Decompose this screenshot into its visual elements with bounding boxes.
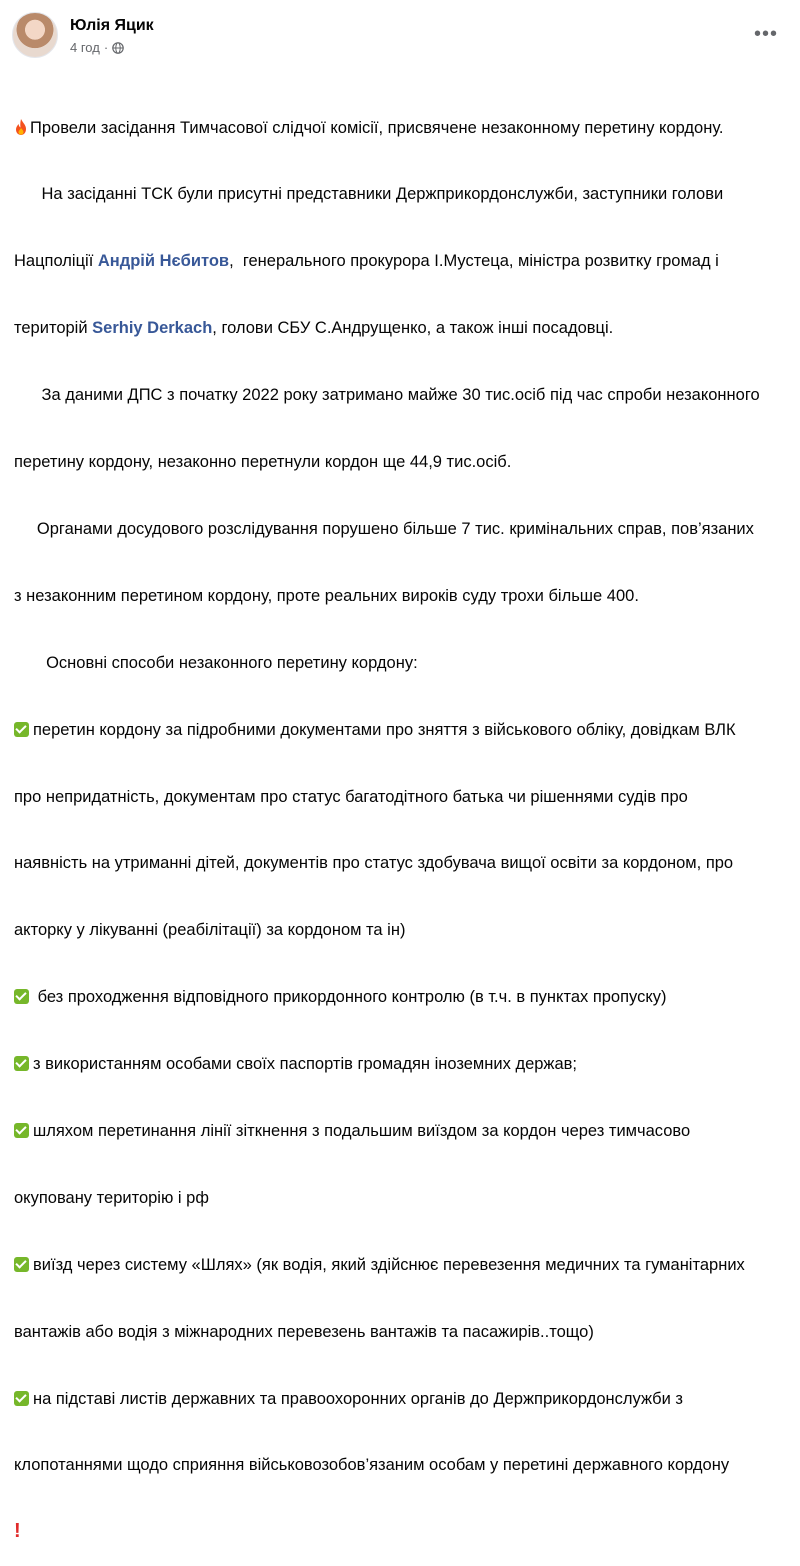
post-subline <box>70 40 154 55</box>
mention-link[interactable]: Serhiy Derkach <box>92 319 213 338</box>
check-icon <box>14 1257 29 1272</box>
post-line: На засіданні ТСК були присутні представники Держприкордонслужби, заступники голови <box>14 185 724 204</box>
bullet-line <box>14 1388 789 1410</box>
bullet-text: перетин кордону за підробними документами про зняття з військового обліку, довідкам ВЛК <box>33 720 736 739</box>
post-time[interactable]: 4 год <box>70 40 100 55</box>
post-text: Нацполіції <box>14 252 98 271</box>
check-icon <box>14 1056 29 1071</box>
check-icon <box>14 1391 29 1406</box>
bullet-line <box>14 1254 789 1276</box>
post-line: За даними ДПС з початку 2022 року затримано майже 30 тис.осіб під час спроби незаконного <box>14 386 760 405</box>
post-text: Провели засідання Тимчасової слідчої комісії, присвячене незаконному перетину кордону. <box>30 118 724 137</box>
post-line: наявність на утриманні дітей, документів про статус здобувача вищої освіти за кордоном, про <box>14 854 734 873</box>
bullet-line <box>14 1120 789 1142</box>
check-icon <box>14 989 29 1004</box>
bullet-text: шляхом перетинання лінії зіткнення з подальшим виїздом за кордон через тимчасово <box>33 1121 691 1140</box>
bullet-line <box>14 986 789 1008</box>
author-name[interactable]: Юлія Яцик <box>70 17 154 34</box>
post-line: Органами досудового розслідування порушено більше 7 тис. кримінальних справ, пов’язаних <box>14 519 754 538</box>
check-icon <box>14 1123 29 1138</box>
post-line: про непридатність, документам про статус багатодітного батька чи рішеннями судів про <box>14 787 688 806</box>
separator-dot: · <box>103 40 109 55</box>
post-line <box>14 117 789 139</box>
post-text: , генерального прокурора І.Мустеца, міністра розвитку громад і <box>229 252 719 271</box>
post-text: територій <box>14 319 93 338</box>
post-line: з незаконним перетином кордону, проте реальних вироків суду трохи більше 400. <box>14 586 639 605</box>
post-body <box>14 72 789 1566</box>
bullet-text: на підставі листів державних та правоохоронних органів до Держприкордонслужби з <box>33 1389 683 1408</box>
post-header <box>12 12 154 58</box>
fire-icon <box>14 118 28 136</box>
post-line: акторку у лікуванні (реабілітації) за кордоном та ін) <box>14 921 406 940</box>
post-line: вантажів або водія з міжнародних перевезень вантажів та пасажирів..тощо) <box>14 1322 594 1341</box>
bullet-line <box>14 719 789 741</box>
avatar[interactable] <box>12 12 58 58</box>
globe-icon[interactable] <box>112 42 124 54</box>
post-line: клопотаннями щодо сприяння військовозобов’язаним особам у перетині державного кордону <box>14 1456 730 1475</box>
bullet-line <box>14 1053 789 1075</box>
post-line <box>14 1521 789 1543</box>
post-line: перетину кордону, незаконно перетнули кордон ще 44,9 тис.осіб. <box>14 453 512 472</box>
post-line: Основні способи незаконного перетину кордону: <box>14 653 418 672</box>
check-icon <box>14 722 29 737</box>
post-line <box>14 250 789 272</box>
post-meta <box>70 12 154 55</box>
post-line: окуповану територію і рф <box>14 1188 209 1207</box>
mention-link[interactable]: Андрій Нєбитов <box>97 252 230 271</box>
bullet-text: без проходження відповідного прикордонного контролю (в т.ч. в пунктах пропуску) <box>33 988 667 1007</box>
exclamation-icon: ! <box>14 1520 21 1543</box>
more-options-icon[interactable]: ••• <box>753 23 778 45</box>
bullet-text: з використанням особами своїх паспортів громадян іноземних держав; <box>33 1055 577 1074</box>
post-text: , голови СБУ С.Андрущенко, а також інші посадовці. <box>212 319 614 338</box>
post-line <box>14 317 789 339</box>
bullet-text: виїзд через систему «Шлях» (як водія, який здійснює перевезення медичних та гуманітарних <box>33 1255 745 1274</box>
